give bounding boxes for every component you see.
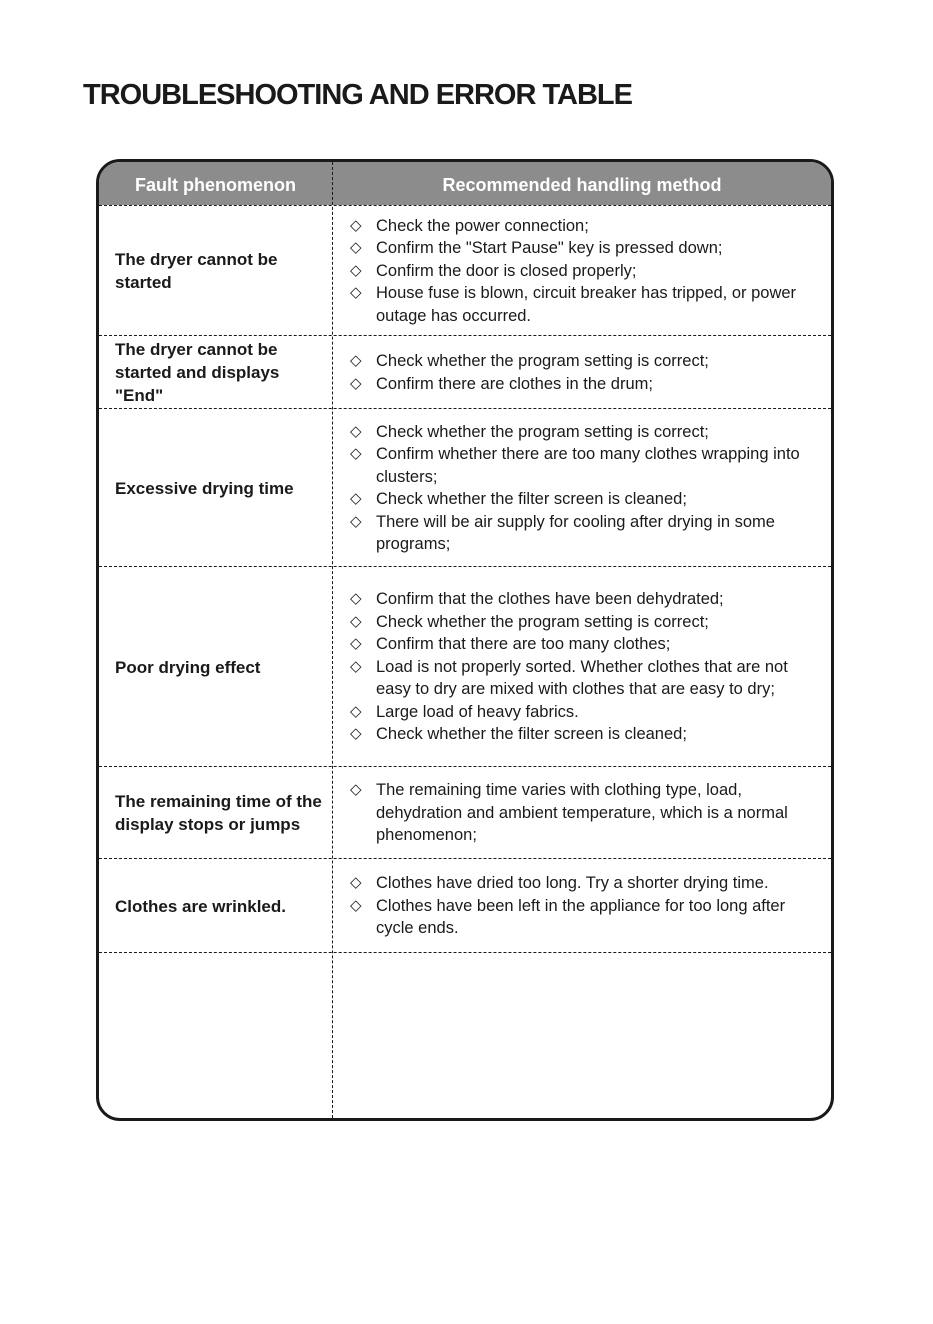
diamond-outline-icon: ◇	[350, 239, 362, 257]
table-row	[99, 410, 831, 566]
method-text: Check whether the filter screen is cleaned;	[376, 490, 687, 508]
row-divider	[99, 858, 831, 859]
method-list-item	[347, 701, 827, 724]
method-text: Confirm the door is closed properly;	[376, 261, 637, 280]
diamond-outline-icon: ◇	[350, 352, 362, 369]
method-text: Large load of heavy fabrics.	[376, 702, 579, 721]
method-text: Confirm that there are too many clothes;	[376, 635, 671, 654]
fault-phenomenon-cell	[115, 410, 327, 566]
method-text: Confirm there are clothes in the drum;	[376, 374, 653, 393]
diamond-outline-icon: ◇	[350, 612, 362, 630]
method-text: Check whether the program setting is correct;	[376, 612, 709, 631]
diamond-outline-icon: ◇	[350, 512, 362, 530]
diamond-outline-icon: ◇	[350, 490, 362, 507]
fault-phenomenon-cell	[115, 207, 327, 335]
diamond-outline-icon: ◇	[350, 781, 362, 799]
table-row	[99, 337, 831, 408]
table-row	[99, 568, 831, 766]
header-divider	[99, 205, 831, 206]
method-list-item	[347, 373, 827, 396]
method-list-item	[347, 779, 827, 847]
method-list-item	[347, 443, 827, 488]
method-list-item	[347, 588, 827, 611]
diamond-outline-icon: ◇	[350, 896, 362, 914]
diamond-outline-icon: ◇	[350, 725, 362, 743]
table-row	[99, 860, 831, 952]
table-row	[99, 207, 831, 335]
method-list-item	[347, 723, 827, 746]
method-list-item	[347, 282, 827, 327]
method-text: Check the power connection;	[376, 216, 589, 235]
method-list-item	[347, 611, 827, 634]
method-text: Confirm that the clothes have been dehydrated;	[376, 590, 724, 609]
fault-phenomenon-cell	[115, 568, 327, 766]
method-list-item	[347, 895, 827, 940]
diamond-outline-icon: ◇	[350, 657, 362, 675]
row-divider	[99, 335, 831, 336]
row-divider	[99, 566, 831, 567]
method-list-item	[347, 237, 827, 260]
header-fault-phenomenon: Fault phenomenon	[135, 175, 296, 195]
method-list-item	[347, 633, 827, 656]
method-list-item	[347, 656, 827, 701]
fault-phenomenon-cell	[115, 768, 327, 858]
method-list-item	[347, 350, 827, 373]
diamond-outline-icon: ◇	[350, 284, 362, 302]
method-text: Check whether the filter screen is cleaned;	[376, 725, 687, 744]
method-list-item	[347, 421, 827, 444]
handling-method-cell	[347, 768, 827, 858]
fault-phenomenon-cell	[115, 954, 327, 1119]
method-list-item	[347, 872, 827, 895]
method-list-item	[347, 511, 827, 556]
diamond-outline-icon: ◇	[350, 216, 362, 234]
handling-method-cell	[347, 954, 827, 1119]
row-divider	[99, 766, 831, 767]
fault-phenomenon-cell	[115, 337, 327, 408]
fault-text: Poor drying effect	[115, 657, 261, 677]
diamond-outline-icon: ◇	[350, 874, 362, 892]
method-text: There will be air supply for cooling after drying in some programs;	[376, 512, 775, 553]
handling-method-cell	[347, 207, 827, 335]
fault-text: The remaining time of the display stops or jumps	[115, 792, 322, 834]
troubleshooting-table	[96, 159, 834, 1121]
diamond-outline-icon: ◇	[350, 374, 362, 392]
row-divider	[99, 952, 831, 953]
method-list-item	[347, 488, 827, 511]
method-list-item	[347, 260, 827, 283]
page-title: TROUBLESHOOTING AND ERROR TABLE	[83, 79, 632, 111]
method-text: Clothes have dried too long. Try a shorter drying time.	[376, 874, 769, 893]
table-row	[99, 954, 831, 1119]
handling-method-cell	[347, 568, 827, 766]
header-recommended-method: Recommended handling method	[442, 175, 722, 195]
method-text: Load is not properly sorted. Whether clothes that are not easy to dry are mixed with clothes that are easy to dry;	[376, 657, 788, 699]
fault-text: The dryer cannot be started	[115, 250, 278, 292]
diamond-outline-icon: ◇	[350, 635, 362, 653]
method-text: Confirm whether there are too many clothes wrapping into clusters;	[376, 445, 800, 486]
method-text: Check whether the program setting is correct;	[376, 422, 709, 441]
method-text: House fuse is blown, circuit breaker has tripped, or power outage has occurred.	[376, 284, 797, 325]
fault-text: Clothes are wrinkled.	[115, 896, 286, 916]
method-text: Clothes have been left in the appliance for too long after cycle ends.	[376, 896, 786, 938]
handling-method-cell	[347, 410, 827, 566]
method-list-item	[347, 215, 827, 238]
method-text: Confirm the "Start Pause" key is pressed down;	[376, 239, 723, 258]
diamond-outline-icon: ◇	[350, 702, 362, 720]
row-divider	[99, 408, 831, 409]
fault-phenomenon-cell	[115, 860, 327, 952]
method-text: Check whether the program setting is correct;	[376, 352, 709, 370]
fault-text: The dryer cannot be started and displays "End"	[115, 340, 280, 405]
diamond-outline-icon: ◇	[350, 422, 362, 440]
diamond-outline-icon: ◇	[350, 261, 362, 279]
handling-method-cell	[347, 337, 827, 408]
table-row	[99, 768, 831, 858]
handling-method-cell	[347, 860, 827, 952]
diamond-outline-icon: ◇	[350, 445, 362, 462]
method-text: The remaining time varies with clothing type, load, dehydration and ambient temperature, which is a normal phenomenon;	[376, 781, 788, 845]
diamond-outline-icon: ◇	[350, 590, 362, 608]
table-header	[99, 162, 831, 205]
fault-text: Excessive drying time	[115, 478, 294, 498]
